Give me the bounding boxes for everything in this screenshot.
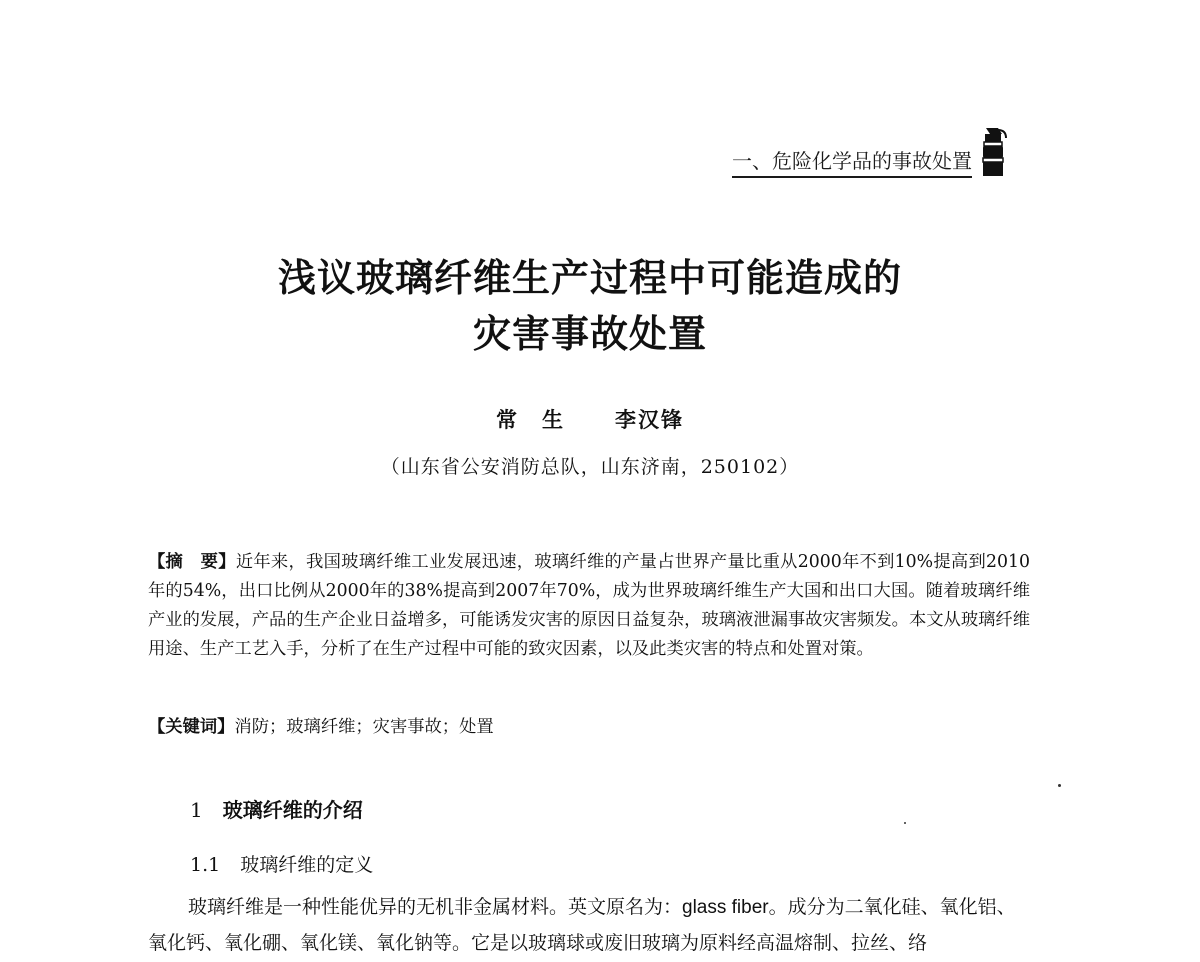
keywords-text: 消防；玻璃纤维；灾害事故；处置 bbox=[234, 717, 494, 737]
fire-extinguisher-icon bbox=[976, 124, 1010, 178]
abstract-text: 近年来，我国玻璃纤维工业发展迅速，玻璃纤维的产量占世界产量比重从2000年不到10%提高到2010年的54%，出口比例从2000年的38%提高到2007年70%，成为世界玻璃纤维生产大国和出口大国。随着玻璃纤维产业的发展，产品的生产企业日益增多，可能诱发灾害的原因日益复杂，玻璃液泄漏事故灾害频发。本文从玻璃纤维用途、生产工艺入手，分析了在生产过程中可能的致灾因素，以及此类灾害的特点和处置对策。 bbox=[148, 552, 1030, 659]
title-line-2: 灾害事故处置 bbox=[472, 311, 707, 356]
abstract bbox=[148, 548, 1030, 664]
keywords bbox=[148, 713, 494, 742]
abstract-label: 【摘 要】 bbox=[148, 552, 236, 572]
subsection-number: 1.1 bbox=[190, 854, 221, 876]
paper-title bbox=[0, 250, 1180, 362]
section-title: 玻璃纤维的介绍 bbox=[222, 798, 363, 822]
running-header bbox=[732, 124, 1010, 178]
author-1: 常 生 bbox=[496, 407, 565, 432]
scan-speck bbox=[1058, 784, 1061, 787]
author-2: 李汉锋 bbox=[615, 407, 684, 432]
body-paragraph: 玻璃纤维是一种性能优异的无机非金属材料。英文原名为：glass fiber。成分为二氧化硅、氧化铝、氧化钙、氧化硼、氧化镁、氧化钠等。它是以玻璃球或废旧玻璃为原料经高温熔制、拉丝、络 bbox=[148, 897, 1016, 954]
subsection-title: 玻璃纤维的定义 bbox=[240, 854, 374, 876]
affiliation: （山东省公安消防总队，山东济南，250102） bbox=[380, 456, 800, 478]
subsection-heading-1-1 bbox=[190, 850, 373, 877]
authors bbox=[0, 404, 1180, 434]
keywords-label: 【关键词】 bbox=[148, 717, 235, 737]
section-number: 1 bbox=[190, 798, 203, 822]
title-line-1: 浅议玻璃纤维生产过程中可能造成的 bbox=[277, 255, 902, 300]
section-header-text: 一、危险化学品的事故处置 bbox=[732, 147, 972, 178]
section-heading-1 bbox=[190, 794, 363, 823]
scan-speck bbox=[904, 822, 906, 824]
